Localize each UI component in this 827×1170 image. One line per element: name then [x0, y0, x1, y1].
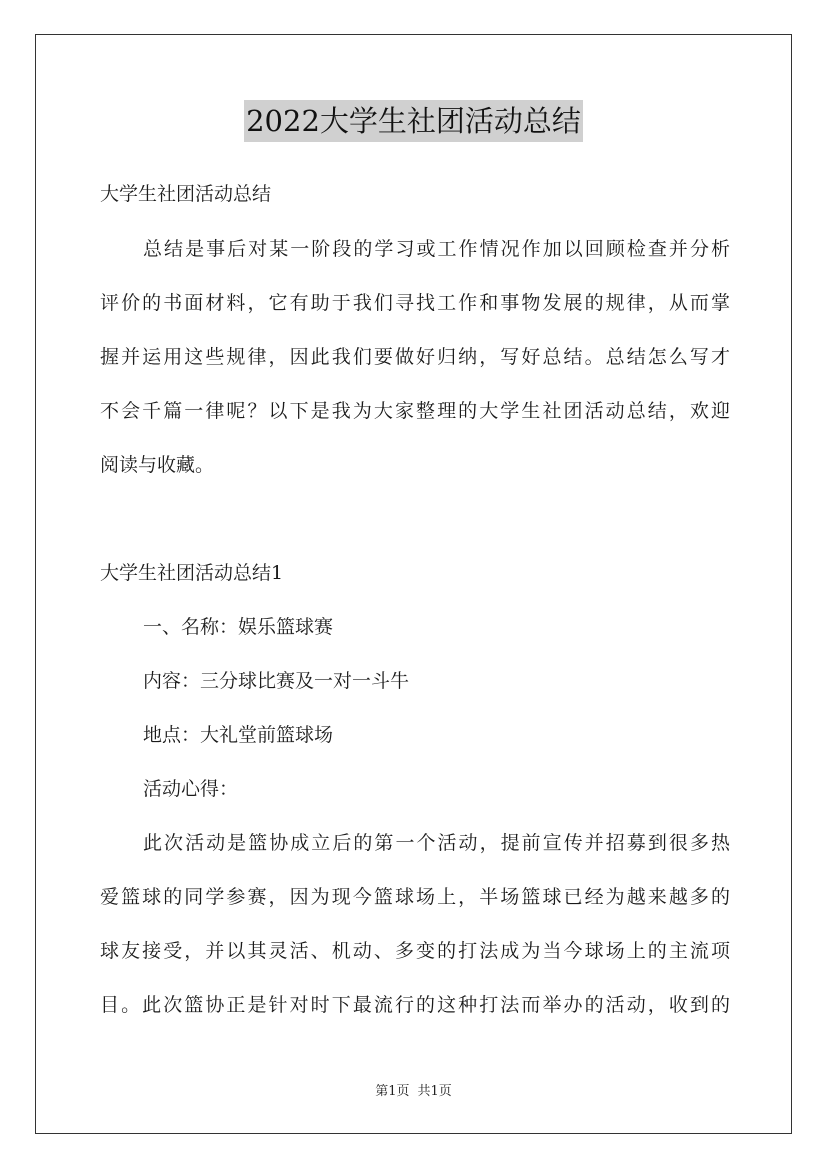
page-footer: [0, 1083, 827, 1101]
item-name: 一、名称：娱乐篮球赛: [143, 616, 334, 638]
intro-line-1: 总结是事后对某一阶段的学习或工作情况作加以回顾检查并分析: [143, 238, 730, 260]
item-experience: 活动心得：: [143, 778, 239, 800]
item-content: 内容：三分球比赛及一对一斗牛: [143, 670, 410, 692]
title-container: [0, 100, 827, 142]
intro-line-2: 评价的书面材料，它有助于我们寻找工作和事物发展的规律，从而掌: [100, 292, 730, 314]
section-heading: 大学生社团活动总结1: [100, 562, 284, 584]
document-title: 2022大学生社团活动总结: [244, 100, 583, 142]
page-current: 第1页: [375, 1084, 410, 1099]
body-line-3: 球友接受，并以其灵活、机动、多变的打法成为当今球场上的主流项: [100, 940, 730, 962]
intro-line-5: 阅读与收藏。: [100, 454, 215, 476]
intro-line-4: 不会千篇一律呢？以下是我为大家整理的大学生社团活动总结，欢迎: [100, 400, 730, 422]
item-location: 地点：大礼堂前篮球场: [143, 724, 334, 746]
subtitle: 大学生社团活动总结: [100, 183, 272, 205]
body-line-4: 目。此次篮协正是针对时下最流行的这种打法而举办的活动，收到的: [100, 994, 730, 1016]
body-line-1: 此次活动是篮协成立后的第一个活动，提前宣传并招募到很多热: [143, 832, 730, 854]
page-total: 共1页: [417, 1084, 452, 1099]
intro-line-3: 握并运用这些规律，因此我们要做好归纳，写好总结。总结怎么写才: [100, 346, 730, 368]
body-line-2: 爱篮球的同学参赛，因为现今篮球场上，半场篮球已经为越来越多的: [100, 886, 730, 908]
